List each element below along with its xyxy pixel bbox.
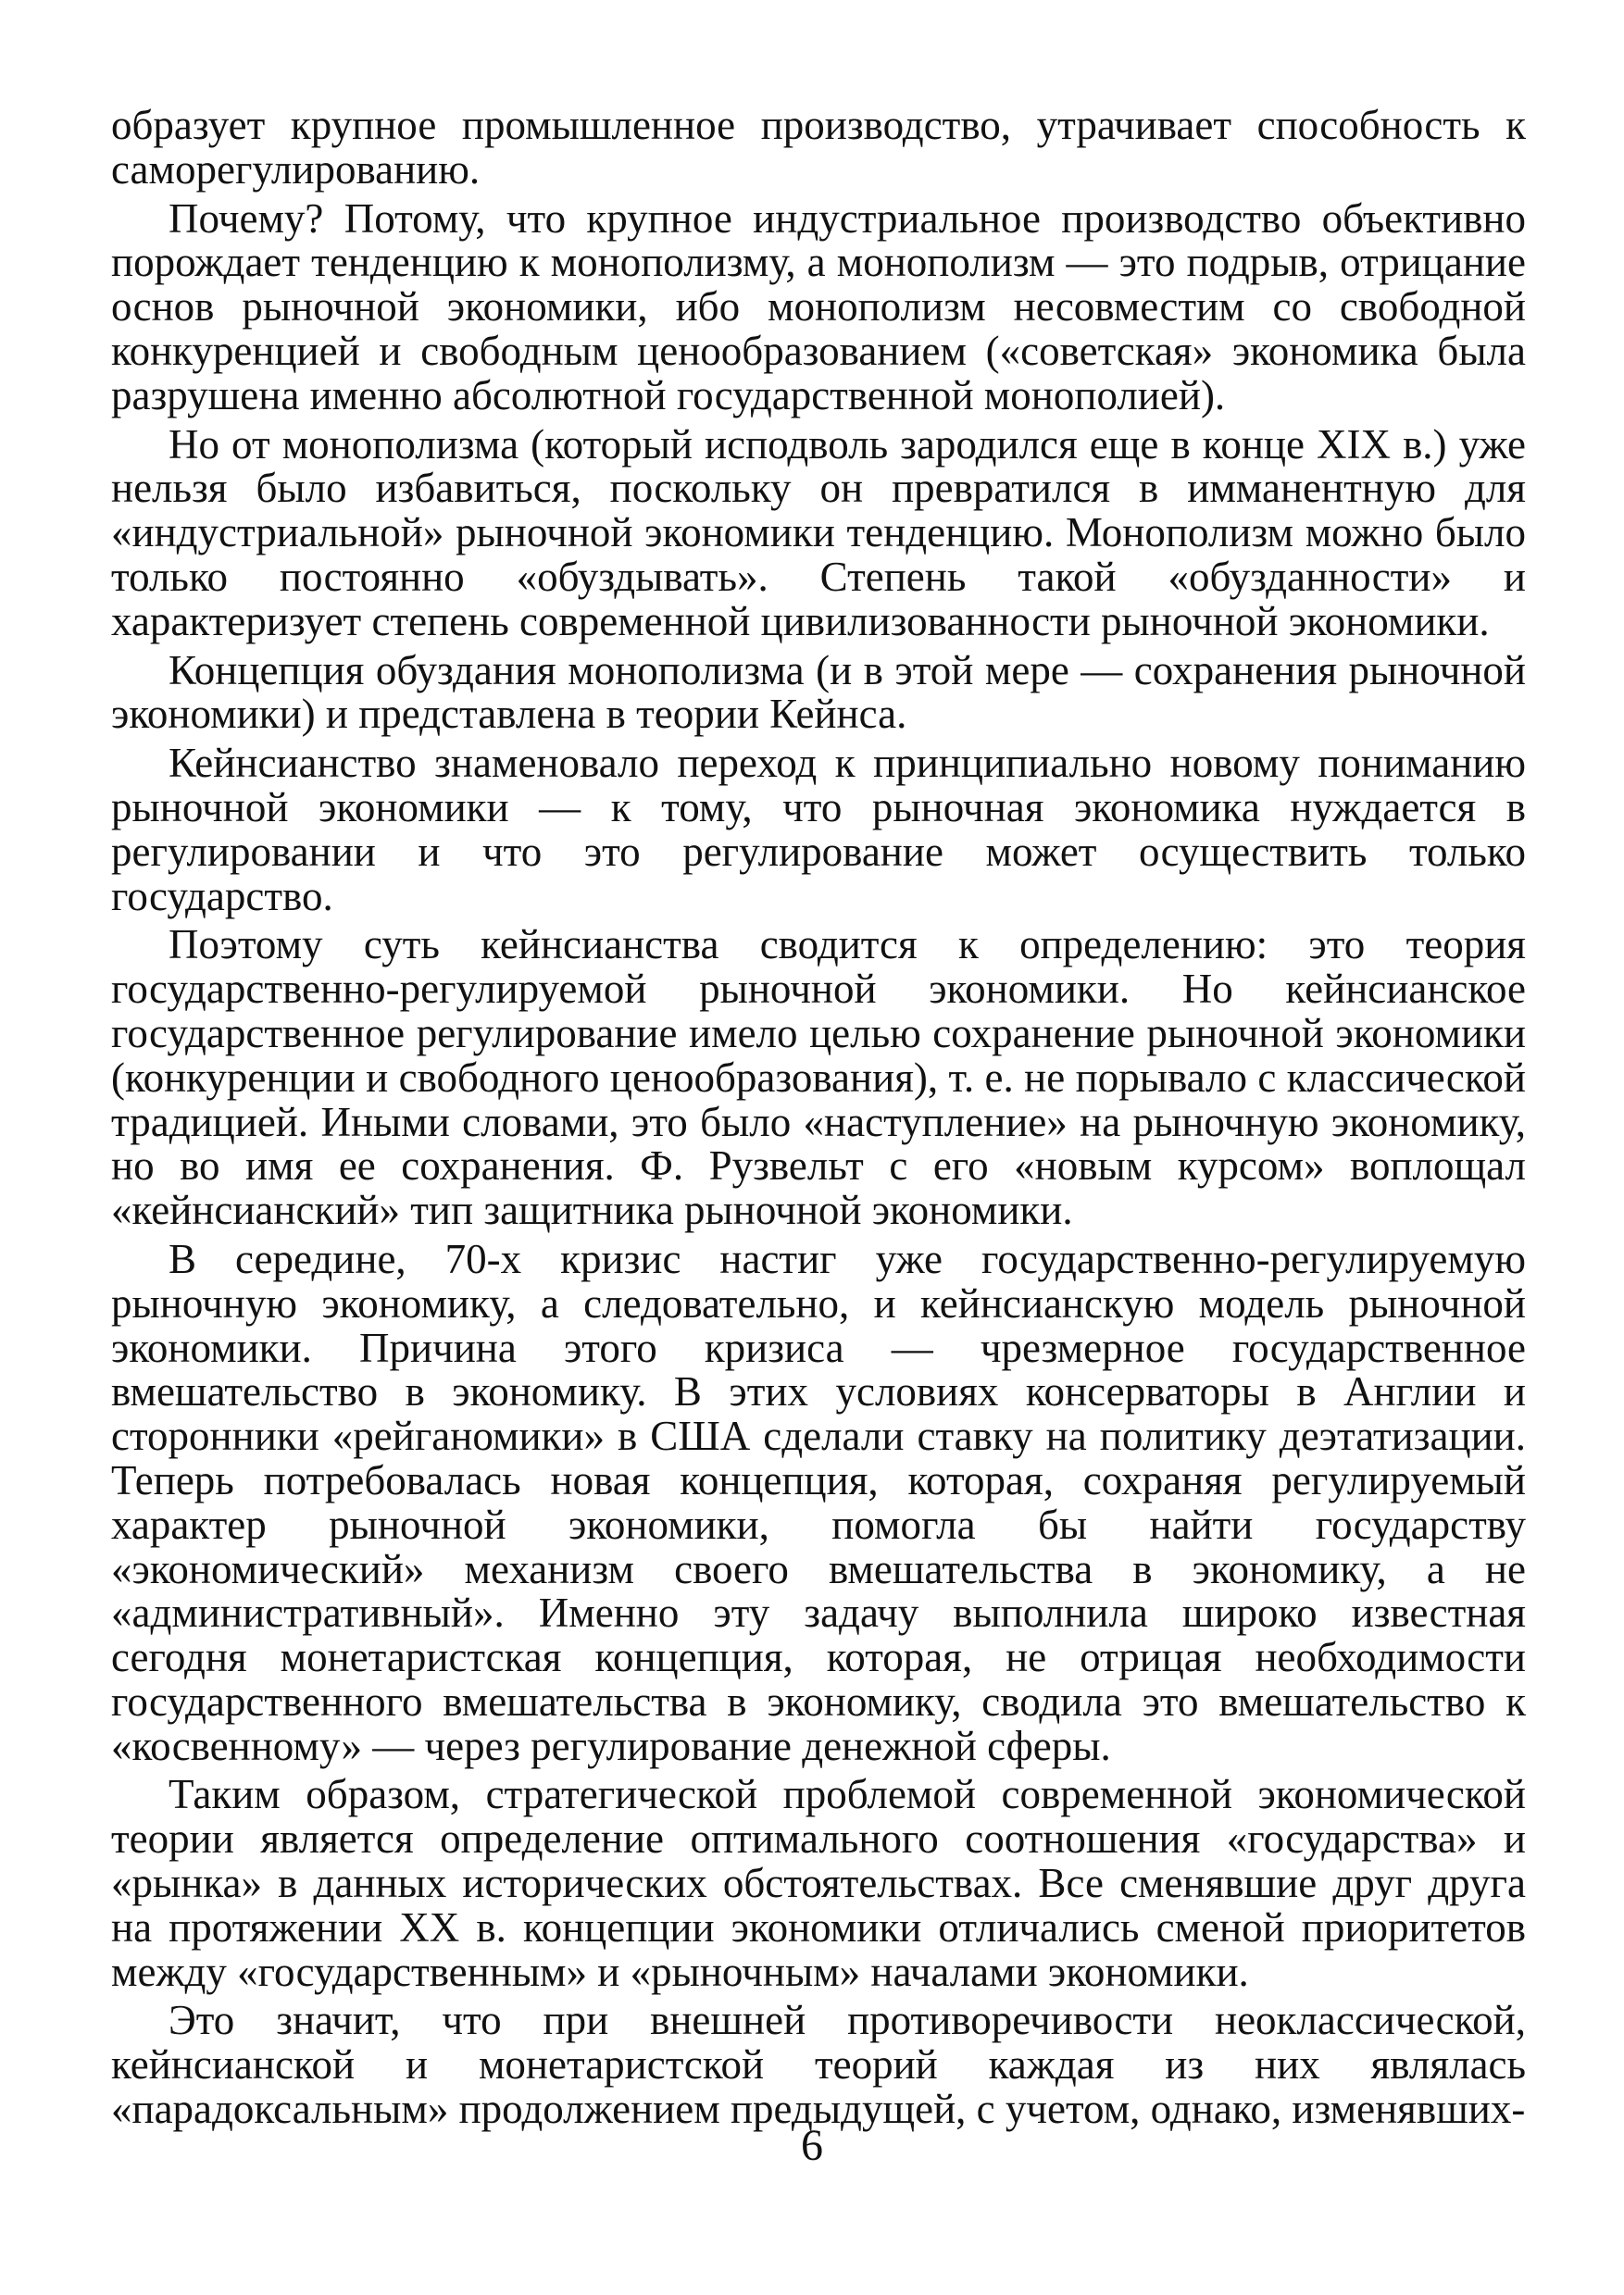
paragraph-8: Таким образом, стратегической проблемой современной экономической теории является определение оптимального соотношения «государства» и «рынка» в данных исторических обстоятельствах. Все сменявшие друг друга на протяжении XX в. концепции экономики отличались сменой приоритетов между «государственным» и «рыночным» началами экономики. <box>111 1771 1526 1995</box>
paragraph-7: В середине, 70-х кризис настиг уже государственно-регулируемую рыночную экономику, а следовательно, и кейнсианскую модель рыночной экономики. Причина этого кризиса — чрезмерное государственное вмешательство в экономику. В этих условиях консерваторы в Англии и сторонники «рейганомики» в США сделали ставку на политику деэтатизации. Теперь потребовалась новая концепция, которая, сохраняя регулируемый характер рыночной экономики, помогла бы найти государству «экономический» механизм своего вмешательства в экономику, а не «административный». Именно эту задачу выполнила широко известная сегодня монетаристская концепция, которая, не отрицая необходимости государственного вмешательства в экономику, сводила это вмешательство к «косвенному» — через регулирование денежной сферы. <box>111 1235 1526 1769</box>
paragraph-6: Поэтому суть кейнсианства сводится к определению: это теория государственно-регулируемой рыночной экономики. Но кейнсианское государственное регулирование имело целью сохранение рыночной экономики (конкуренции и свободного ценообразования), т. е. не порывало с классической традицией. Иными словами, это было «наступление» на рыночную экономику, но во имя ее сохранения. Ф. Рузвельт с его «новым курсом» воплощал «кейнсианский» тип защитника рыночной экономики. <box>111 921 1526 1234</box>
paragraph-5: Кейнсианство знаменовало переход к принципиально новому пониманию рыночной экономики — к тому, что рыночная экономика нуждается в регулировании и что это регулирование может осуществить только государство. <box>111 740 1526 919</box>
paragraph-3: Но от монополизма (который исподволь зародился еще в конце XIX в.) уже нельзя было избавиться, поскольку он превратился в имманентную для «индустриальной» рыночной экономики тенденцию. Монополизм можно было только постоянно «обуздывать». Степень такой «обузданности» и характеризует степень современной цивилизованности рыночной экономики. <box>111 420 1526 644</box>
paragraph-2: Почему? Потому, что крупное индустриальное производство объективно порождает тенденцию к монополизму, а монополизм — это подрыв, отрицание основ рыночной экономики, ибо монополизм несовместим со свободной конкуренцией и свободным ценообразованием («советская» экономика была разрушена именно абсолютной государственной монополией). <box>111 194 1526 418</box>
paragraph-9: Это значит, что при внешней противоречивости неоклассической, кейнсианской и монетаристской теорий каждая из них являлась «парадоксальным» продолжением предыдущей, с учетом, однако, изменявших- <box>111 1997 1526 2133</box>
page-body <box>111 104 1526 2132</box>
paragraph-1: образует крупное промышленное производство, утрачивает способность к саморегулированию. <box>111 102 1526 193</box>
paragraph-4: Концепция обуздания монополизма (и в этой мере — сохранения рыночной экономики) и представлена в теории Кейнса. <box>111 646 1526 738</box>
page-number: 6 <box>801 2121 823 2170</box>
